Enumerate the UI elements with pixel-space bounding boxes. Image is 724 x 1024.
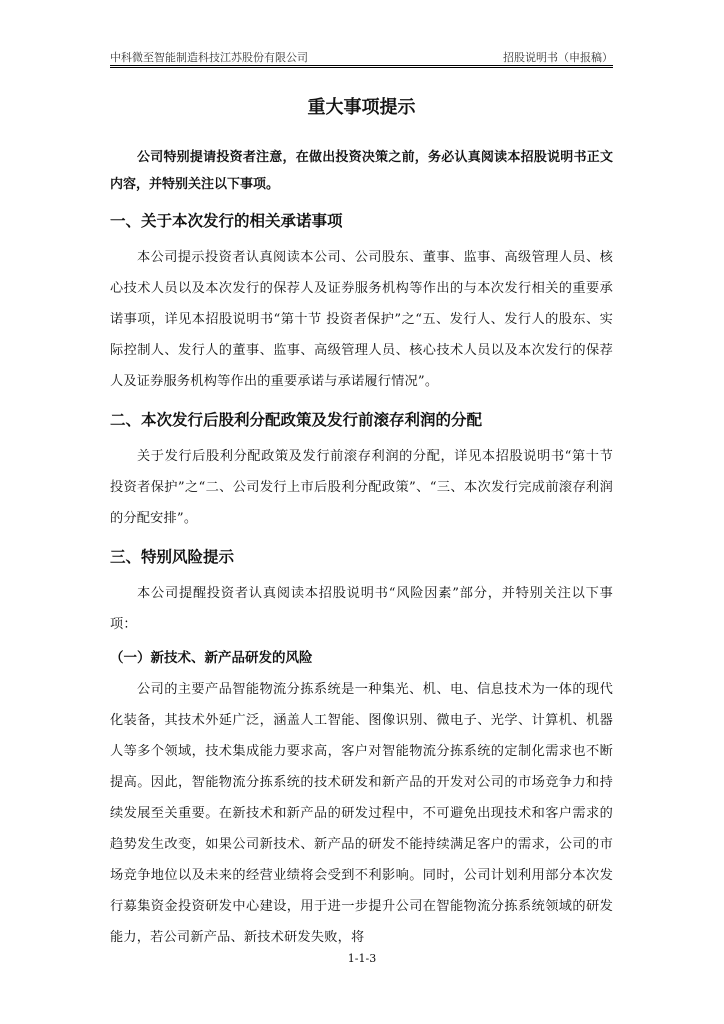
intro-paragraph: 公司特别提请投资者注意，在做出投资决策之前，务必认真阅读本招股说明书正文内容，并特别关注以下事项。 <box>110 150 613 192</box>
section-3-body: 本公司提醒投资者认真阅读本招股说明书“风险因素”部分，并特别关注以下事项： <box>110 586 613 632</box>
page-title: 重大事项提示 <box>307 97 416 118</box>
header-rule <box>110 65 613 66</box>
page-number: 1-1-3 <box>347 952 377 965</box>
section-1-heading: 一、关于本次发行的相关承诺事项 <box>110 212 343 230</box>
subsection-1-body: 公司的主要产品智能物流分拣系统是一种集光、机、电、信息技术为一体的现代化装备，其技术外延广泛，涵盖人工智能、图像识别、微电子、光学、计算机、机器人等多个领域，技术集成能力要求高，客户对智能物流分拣系统的定制化需求也不断提高。因此，智能物流分拣系统的技术研发和新产品的开发对公司的市场竞争力和持续发展至关重要。在新技术和新产品的研发过程中，不可避免出现技术和客户需求的趋势发生改变，如果公司新技术、新产品的研发不能持续满足客户的需求，公司的市场竞争地位以及未来的经营业绩将会受到不利影响。同时，公司计划利用部分本次发行募集资金投资研发中心建设，用于进一步提升公司在智能物流分拣系统领域的研发能力，若公司新产品、新技术研发失败，将 <box>110 682 613 945</box>
header-company-name: 中科微至智能制造科技江苏股份有限公司 <box>110 51 308 64</box>
section-3-heading: 三、特别风险提示 <box>110 548 235 566</box>
page-content <box>110 94 613 953</box>
section-2-body: 关于发行后股利分配政策及发行前滚存利润的分配，详见本招股说明书“第十节 投资者保护”之“二、公司发行上市后股利分配政策”、“三、本次发行完成前滚存利润的分配安排”。 <box>110 449 613 526</box>
subsection-1-heading: （一）新技术、新产品研发的风险 <box>110 650 313 666</box>
section-1-body: 本公司提示投资者认真阅读本公司、公司股东、董事、监事、高级管理人员、核心技术人员以及本次发行的保荐人及证券服务机构等作出的与本次发行相关的重要承诺事项，详见本招股说明书“第十节 投资者保护”之“五、发行人、发行人的股东、实际控制人、发行人的董事、监事、高级管理人员、核心技术人员以及本次发行的保荐人及证券服务机构等作出的重要承诺与承诺履行情况”。 <box>110 250 613 389</box>
header-document-type: 招股说明书（申报稿） <box>503 51 613 64</box>
section-2-heading: 二、本次发行后股利分配政策及发行前滚存利润的分配 <box>110 411 483 429</box>
header-rule-thin <box>110 67 613 68</box>
page-header <box>110 49 613 65</box>
